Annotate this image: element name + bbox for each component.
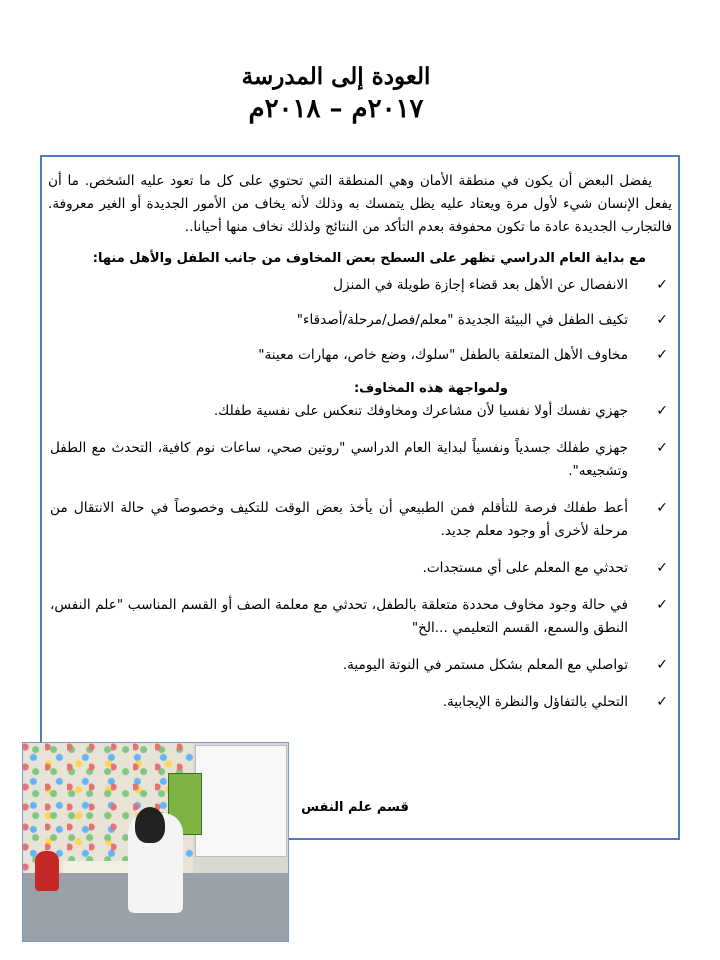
fear-text: مخاوف الأهل المتعلقة بالطفل "سلوك، وضع خاص، مهارات معينة" [258,347,628,363]
child-figure [35,851,59,891]
checkmark-icon: ✓ [656,403,668,419]
checkmark-icon: ✓ [656,560,668,576]
list-item [44,344,676,367]
tip-text: تحدثي مع المعلم على أي مستجدات. [422,560,628,576]
list-item [44,274,676,297]
tip-text: تواصلي مع المعلم بشكل مستمر في النوتة اليومية. [342,657,628,673]
list-item [44,400,676,423]
list-item [44,437,676,483]
title-line-1: العودة إلى المدرسة [241,63,431,90]
checkmark-icon: ✓ [656,694,668,710]
checkmark-icon: ✓ [656,597,668,613]
checkmark-icon: ✓ [656,347,668,363]
classroom-photo [22,742,289,942]
list-item [44,309,676,332]
list-item [44,691,676,714]
checkmark-icon: ✓ [656,440,668,456]
list-item [44,654,676,677]
list-item [44,594,676,640]
tip-text: في حالة وجود مخاوف محددة متعلقة بالطفل، تحدثي مع معلمة الصف أو القسم المناسب "علم النفس، النطق والسمع، القسم التعليمي ...الخ" [50,597,628,636]
title-line-2-years: ٢٠١٧م – ٢٠١٨م [248,94,424,124]
fear-text: الانفصال عن الأهل بعد قضاء إجازة طويلة في المنزل [333,277,628,293]
list-item [44,557,676,580]
tip-text: أعط طفلك فرصة للتأقلم فمن الطبيعي أن يأخذ بعض الوقت للتكيف وخصوصاً في حالة الانتقال من مرحلة لأخرى أو وجود معلم جديد. [50,500,628,539]
tips-list [44,400,676,714]
checkmark-icon: ✓ [656,500,668,516]
teacher-head [135,807,165,843]
tip-text: جهزي طفلك جسدياً ونفسياً لبداية العام الدراسي "روتين صحي، ساعات نوم كافية، التحدث مع الطفل وتشجيعه". [50,440,628,479]
tip-text: جهزي نفسك أولا نفسيا لأن مشاعرك ومخاوفك تنعكس على نفسية طفلك. [213,403,628,419]
checkmark-icon: ✓ [656,277,668,293]
tip-text: التحلي بالتفاؤل والنظرة الإيجابية. [442,694,628,710]
intro-paragraph: يفضل البعض أن يكون في منطقة الأمان وهي المنطقة التي تحتوي على كل ما تعود عليه الشخص. ما أن يفعل الإنسان شيء لأول مرة ويعتاد عليه يظل يتمسك به وذلك لأنه يخاف من الأمور الجديدة أو الغير معروفة. فالتجارب الجديدة عادة ما تكون محفوفة بعدم التأكد من النتائج ولذلك نخاف منها أحيانا.. [48,173,672,235]
checkmark-icon: ✓ [656,657,668,673]
department-signature: قسم علم النفس [301,800,409,815]
checkmark-icon: ✓ [656,312,668,328]
list-item [44,497,676,543]
fears-heading: مع بداية العام الدراسي تظهر على السطح بعض المخاوف من جانب الطفل والأهل منها: [92,251,646,266]
page-title [0,62,672,124]
fears-list [44,274,676,367]
fear-text: تكيف الطفل في البيئة الجديدة "معلم/فصل/مرحلة/أصدقاء" [296,312,628,328]
coping-heading: ولمواجهة هذه المخاوف: [353,381,508,396]
article-body [44,170,676,728]
whiteboard [195,745,287,857]
